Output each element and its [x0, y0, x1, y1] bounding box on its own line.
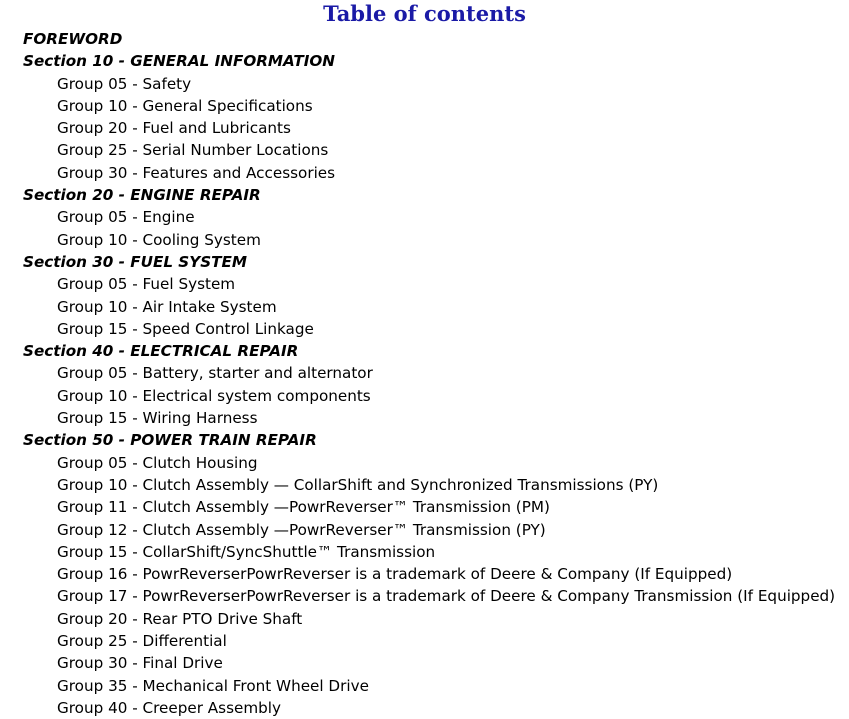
toc-group [0, 474, 849, 496]
toc-group [0, 652, 849, 674]
toc-group [0, 697, 849, 719]
toc-group [0, 630, 849, 652]
toc-list [0, 28, 849, 719]
toc-group [0, 452, 849, 474]
toc-group-link[interactable]: Group 30 - Final Drive [57, 654, 223, 673]
toc-group [0, 407, 849, 429]
toc-group [0, 385, 849, 407]
toc-section [0, 429, 849, 451]
toc-foreword [0, 28, 849, 50]
toc-group [0, 318, 849, 340]
toc-section-link[interactable]: Section 30 - FUEL SYSTEM [23, 252, 248, 271]
toc-group-link[interactable]: Group 05 - Engine [57, 208, 195, 227]
toc-group-link[interactable]: Group 25 - Differential [57, 632, 227, 651]
toc-group-link[interactable]: Group 12 - Clutch Assembly —PowrReverser™ Transmission (PY) [57, 520, 546, 539]
toc-foreword-link[interactable]: FOREWORD [23, 30, 123, 48]
toc-group-link[interactable]: Group 10 - Air Intake System [57, 297, 277, 316]
toc-group [0, 229, 849, 251]
toc-group [0, 117, 849, 139]
toc-group [0, 563, 849, 585]
toc-group-link[interactable]: Group 10 - Cooling System [57, 230, 261, 249]
toc-group-link[interactable]: Group 15 - CollarShift/SyncShuttle™ Transmission [57, 542, 436, 561]
toc-group-link[interactable]: Group 11 - Clutch Assembly —PowrReverser™ Transmission (PM) [57, 498, 550, 517]
toc-group-link[interactable]: Group 20 - Rear PTO Drive Shaft [57, 609, 303, 628]
toc-group-link[interactable]: Group 17 - PowrReverserPowrReverser is a trademark of Deere & Company Transmission (If Equipped) [57, 587, 836, 606]
page-title: Table of contents [323, 1, 526, 26]
toc-section-link[interactable]: Section 20 - ENGINE REPAIR [23, 186, 261, 205]
toc-section [0, 50, 849, 72]
toc-section [0, 340, 849, 362]
toc-section-link[interactable]: Section 50 - POWER TRAIN REPAIR [23, 431, 317, 450]
toc-group-link[interactable]: Group 40 - Creeper Assembly [57, 698, 281, 717]
toc-group-link[interactable]: Group 05 - Clutch Housing [57, 453, 258, 472]
toc-group [0, 585, 849, 607]
toc-group-link[interactable]: Group 05 - Battery, starter and alternator [57, 364, 373, 383]
toc-group [0, 139, 849, 161]
toc-group-link[interactable]: Group 05 - Safety [57, 74, 192, 93]
toc-group-link[interactable]: Group 16 - PowrReverserPowrReverser is a trademark of Deere & Company (If Equipped) [57, 565, 733, 584]
toc-group-link[interactable]: Group 10 - General Specifications [57, 96, 313, 115]
toc-section [0, 184, 849, 206]
toc-group [0, 362, 849, 384]
toc-group-link[interactable]: Group 20 - Fuel and Lubricants [57, 119, 291, 138]
toc-group [0, 273, 849, 295]
toc-group-link[interactable]: Group 10 - Electrical system components [57, 386, 371, 405]
toc-group [0, 206, 849, 228]
toc-group-link[interactable]: Group 25 - Serial Number Locations [57, 141, 329, 160]
toc-group [0, 608, 849, 630]
toc-section [0, 251, 849, 273]
toc-group [0, 73, 849, 95]
toc-group-link[interactable]: Group 15 - Wiring Harness [57, 409, 258, 428]
toc-group-link[interactable]: Group 35 - Mechanical Front Wheel Drive [57, 676, 369, 695]
toc-group [0, 519, 849, 541]
toc-group [0, 296, 849, 318]
toc-group [0, 541, 849, 563]
toc-group [0, 496, 849, 518]
toc-group [0, 675, 849, 697]
toc-section-link[interactable]: Section 40 - ELECTRICAL REPAIR [23, 342, 299, 361]
toc-group [0, 95, 849, 117]
toc-group [0, 162, 849, 184]
toc-group-link[interactable]: Group 30 - Features and Accessories [57, 163, 336, 182]
toc-group-link[interactable]: Group 10 - Clutch Assembly — CollarShift and Synchronized Transmissions (PY) [57, 475, 659, 494]
toc-group-link[interactable]: Group 05 - Fuel System [57, 275, 236, 294]
toc-section-link[interactable]: Section 10 - GENERAL INFORMATION [23, 52, 335, 71]
toc-group-link[interactable]: Group 15 - Speed Control Linkage [57, 319, 314, 338]
